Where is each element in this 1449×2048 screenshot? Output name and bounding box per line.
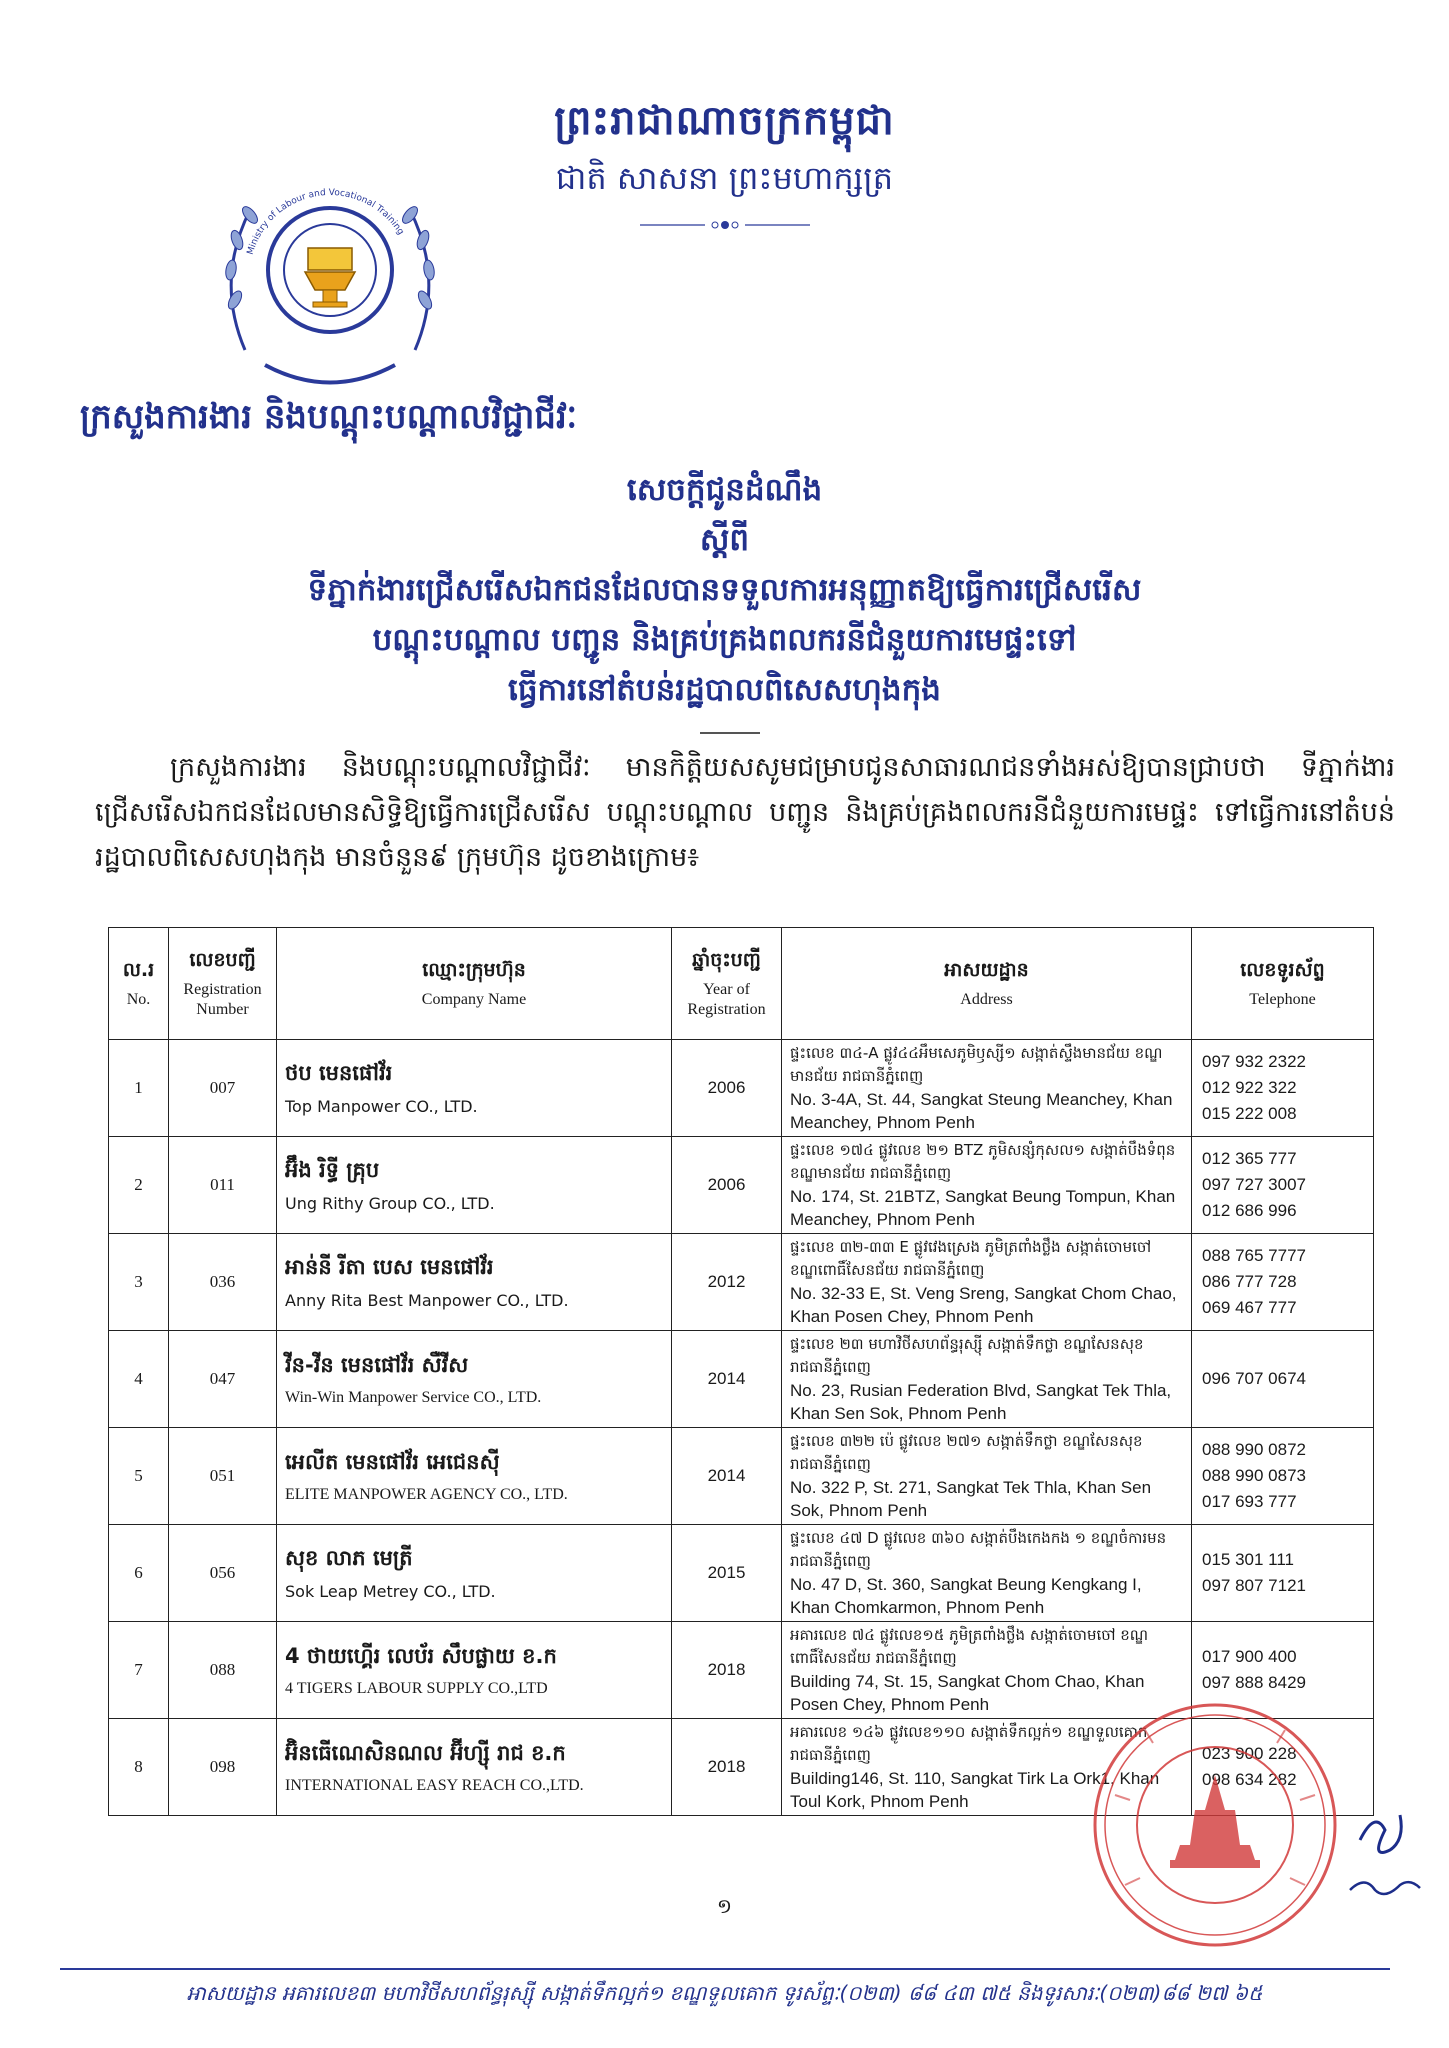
row-number: 7	[109, 1622, 169, 1719]
telephone-number: 097 932 2322	[1202, 1052, 1306, 1071]
telephone-cell	[1192, 1428, 1374, 1525]
telephone-cell	[1192, 1234, 1374, 1331]
company-name-cell	[277, 1525, 672, 1622]
company-name-cell	[277, 1719, 672, 1816]
registration-year: 2018	[672, 1719, 782, 1816]
telephone-cell	[1192, 1525, 1374, 1622]
registration-year: 2006	[672, 1040, 782, 1137]
address-en: Building 74, St. 15, Sangkat Chom Chao, Khan Posen Chey, Phnom Penh	[790, 1672, 1145, 1714]
registration-year: 2006	[672, 1137, 782, 1234]
address-kh: ផ្ទះលេខ ១៧៤ ផ្លូវលេខ ២១ BTZ ភូមិសន្សំកុសល១ សង្កាត់បឹងទំពុន ខណ្ឌមានជ័យ រាជធានីភ្នំពេញ	[790, 1141, 1176, 1182]
col-header-year: ឆ្នាំចុះបញ្ជី Year of Registration	[672, 928, 782, 1040]
kingdom-title: ព្រះរាជាណាចក្រកម្ពុជា	[554, 98, 895, 144]
company-name-kh: អ៊ិនធើណេសិនណល អ៊ីហ្ស៊ី រាជ ខ.ក	[285, 1740, 566, 1765]
telephone-number: 098 634 282	[1202, 1770, 1297, 1789]
address-en: No. 322 P, St. 271, Sangkat Tek Thla, Khan Sen Sok, Phnom Penh	[790, 1478, 1152, 1520]
company-name-kh: អាន់នី រីតា បេស មេនផៅវ័រ	[285, 1255, 494, 1279]
intro-paragraph: ក្រសួងការងារ និងបណ្តុះបណ្តាលវិជ្ជាជីវៈ មានកិត្តិយសសូមជម្រាបជូនសាធារណជនទាំងអស់ឱ្យបានជ្រាបថា ទីភ្នាក់ងារជ្រើសរើសឯកជនដែលមានសិទ្ធិឱ្យធ្វើការជ្រើសរើស បណ្តុះបណ្តាល បញ្ជូន និងគ្រប់គ្រងពលករនីជំនួយការមេផ្ទះ ទៅធ្វើការនៅតំបន់រដ្ឋបាលពិសេសហុងកុង មានចំនួន៩ ក្រុមហ៊ុន ដូចខាងក្រោម៖	[95, 752, 1395, 873]
registration-number: 047	[169, 1331, 277, 1428]
registration-number: 007	[169, 1040, 277, 1137]
ministry-name: ក្រសួងការងារ និងបណ្តុះបណ្តាលវិជ្ជាជីវៈ	[80, 397, 578, 437]
page-number: ១	[716, 1894, 733, 1918]
nation-motto: ជាតិ សាសនា ព្រះមហាក្សត្រ	[555, 159, 894, 197]
col-header-address: អាសយដ្ឋាន Address	[782, 928, 1192, 1040]
table-row	[109, 1331, 1374, 1428]
table-row	[109, 1040, 1374, 1137]
company-name-cell	[277, 1137, 672, 1234]
company-name-en: Ung Rithy Group CO., LTD.	[285, 1194, 495, 1213]
company-name-kh: 4 ថាយហ្គើរ លេប័រ សឹបផ្លាយ ខ.ក	[285, 1643, 557, 1668]
company-name-en: Sok Leap Metrey CO., LTD.	[285, 1582, 496, 1601]
telephone-cell	[1192, 1331, 1374, 1428]
registration-year: 2015	[672, 1525, 782, 1622]
company-name-kh: វីន-វីន មេនផៅវ័រ សឺវីស	[285, 1352, 469, 1377]
registration-year: 2012	[672, 1234, 782, 1331]
address-en: No. 174, St. 21BTZ, Sangkat Beung Tompun, Khan Meanchey, Phnom Penh	[790, 1187, 1176, 1229]
address-kh: ផ្ទះលេខ ៤៧ D ផ្លូវលេខ ៣៦០ សង្កាត់បឹងកេងកង ១ ខណ្ឌចំការមន រាជធានីភ្នំពេញ	[790, 1529, 1167, 1570]
telephone-cell	[1192, 1040, 1374, 1137]
company-name-en: INTERNATIONAL EASY REACH CO.,LTD.	[285, 1776, 584, 1794]
footer-address: អាសយដ្ឋាន អគារលេខ៣ មហាវិថីសហព័ន្ធរុស្ស៊ី សង្កាត់ទឹកល្អក់១ ខណ្ឌទួលគោក ទូរស័ព្ទៈ(០២៣) ៨៨ ៤៣ ៧៥ និងទូរសារៈ(០២៣)៨៨ ២៧ ៦៥	[186, 1981, 1263, 2005]
telephone-number: 088 765 7777	[1202, 1246, 1306, 1265]
ministry-logo	[205, 150, 455, 400]
telephone-number: 097 807 7121	[1202, 1576, 1306, 1595]
registration-number: 056	[169, 1525, 277, 1622]
address-kh: ផ្ទះលេខ ២៣ មហាវិថីសហព័ន្ធរុស្ស៊ី សង្កាត់ទឹកថ្លា ខណ្ឌសែនសុខ រាជធានីភ្នំពេញ	[790, 1335, 1144, 1376]
company-name-cell	[277, 1428, 672, 1525]
title-divider	[700, 732, 760, 734]
telephone-cell	[1192, 1137, 1374, 1234]
announcement-line-4: បណ្តុះបណ្តាល បញ្ជូន និងគ្រប់គ្រងពលករនីជំនួយការមេផ្ទះទៅ	[372, 622, 1077, 658]
telephone-number: 086 777 728	[1202, 1272, 1297, 1291]
table-header-row	[109, 928, 1374, 1040]
company-name-kh: អេលីត មេនផៅវ័រ អេជេនស៊ី	[285, 1449, 500, 1474]
col-header-telephone: លេខទូរស័ព្ទ Telephone	[1192, 928, 1374, 1040]
address-cell	[782, 1040, 1192, 1137]
address-en: No. 47 D, St. 360, Sangkat Beung Kengkang I, Khan Chomkarmon, Phnom Penh	[790, 1575, 1142, 1617]
telephone-number: 096 707 0674	[1202, 1369, 1306, 1388]
address-en: Building146, St. 110, Sangkat Tirk La Ork1, Khan Toul Kork, Phnom Penh	[790, 1769, 1160, 1811]
address-cell	[782, 1331, 1192, 1428]
telephone-number: 012 922 322	[1202, 1078, 1297, 1097]
address-en: No. 23, Rusian Federation Blvd, Sangkat Tek Thla, Khan Sen Sok, Phnom Penh	[790, 1381, 1172, 1423]
registration-number: 011	[169, 1137, 277, 1234]
telephone-number: 015 222 008	[1202, 1104, 1297, 1123]
telephone-number: 069 467 777	[1202, 1298, 1297, 1317]
registration-number: 098	[169, 1719, 277, 1816]
company-name-cell	[277, 1622, 672, 1719]
registration-year: 2014	[672, 1331, 782, 1428]
telephone-number: 088 990 0872	[1202, 1440, 1306, 1459]
announcement-line-1: សេចក្តីជូនដំណឹង	[626, 472, 823, 508]
telephone-number: 097 727 3007	[1202, 1175, 1306, 1194]
registration-year: 2018	[672, 1622, 782, 1719]
telephone-number: 017 693 777	[1202, 1492, 1297, 1511]
col-header-registration: លេខបញ្ជី Registration Number	[169, 928, 277, 1040]
company-name-en: Win-Win Manpower Service CO., LTD.	[285, 1388, 542, 1406]
address-kh: ផ្ទះលេខ ៣៤-A ផ្លូវ៤៤អឹមសេភូមិឫស្សី១ សង្កាត់ស្ទឹងមានជ័យ ខណ្ឌមានជ័យ រាជធានីភ្នំពេញ	[790, 1044, 1163, 1085]
company-name-cell	[277, 1331, 672, 1428]
company-name-cell	[277, 1040, 672, 1137]
address-kh: ផ្ទះលេខ ៣២២ ប៉េ ផ្លូវលេខ ២៧១ សង្កាត់ទឹកថ្លា ខណ្ឌសែនសុខ រាជធានីភ្នំពេញ	[790, 1432, 1143, 1473]
announcement-line-3: ទីភ្នាក់ងារជ្រើសរើសឯកជនដែលបានទទួលការអនុញ្ញាតឱ្យធ្វើការជ្រើសរើស	[307, 572, 1142, 608]
telephone-number: 015 301 111	[1202, 1550, 1295, 1569]
announcement-line-2: ស្តីពី	[699, 522, 750, 558]
companies-table	[108, 927, 1374, 1816]
table-row	[109, 1525, 1374, 1622]
table-row	[109, 1234, 1374, 1331]
telephone-number: 012 686 996	[1202, 1201, 1297, 1220]
company-name-cell	[277, 1234, 672, 1331]
address-en: No. 3-4A, St. 44, Sangkat Steung Meanchey, Khan Meanchey, Phnom Penh	[790, 1090, 1173, 1132]
registration-number: 088	[169, 1622, 277, 1719]
company-name-kh: សុខ លាភ មេត្រី	[285, 1546, 413, 1570]
company-name-en: Top Manpower CO., LTD.	[285, 1097, 478, 1116]
address-kh: អគារលេខ ១៤៦ ផ្លូវលេខ១១០ សង្កាត់ទឹកល្អក់១ ខណ្ឌទួលគោក រាជធានីភ្នំពេញ	[790, 1723, 1148, 1764]
telephone-number: 012 365 777	[1202, 1149, 1297, 1168]
address-cell	[782, 1525, 1192, 1622]
registration-number: 051	[169, 1428, 277, 1525]
row-number: 3	[109, 1234, 169, 1331]
company-name-kh: អ៊ឹង រិទ្ធី គ្រុប	[285, 1158, 380, 1182]
ornament-divider	[640, 218, 810, 232]
row-number: 8	[109, 1719, 169, 1816]
address-cell	[782, 1137, 1192, 1234]
address-en: No. 32-33 E, St. Veng Sreng, Sangkat Chom Chao, Khan Posen Chey, Phnom Penh	[790, 1284, 1177, 1326]
table-row	[109, 1137, 1374, 1234]
address-kh: ផ្ទះលេខ ៣២-៣៣ E ផ្លូវវេងស្រេង ភូមិត្រពាំងថ្លឹង សង្កាត់ចោមចៅ ខណ្ឌពោធិ៍សែនជ័យ រាជធានីភ្នំពេញ	[790, 1238, 1152, 1279]
address-kh: អគារលេខ ៧៤ ផ្លូវលេខ១៥ ភូមិត្រពាំងថ្លឹង សង្កាត់ចោមចៅ ខណ្ឌពោធិ៍សែនជ័យ រាជធានីភ្នំពេញ	[790, 1626, 1149, 1667]
announcement-line-5: ធ្វើការនៅតំបន់រដ្ឋបាលពិសេសហុងកុង	[508, 672, 941, 708]
table-row	[109, 1428, 1374, 1525]
col-header-company: ឈ្មោះក្រុមហ៊ុន Company Name	[277, 928, 672, 1040]
row-number: 4	[109, 1331, 169, 1428]
telephone-number: 017 900 400	[1202, 1647, 1297, 1666]
footer-divider	[60, 1968, 1390, 1970]
company-name-en: ELITE MANPOWER AGENCY CO., LTD.	[285, 1485, 568, 1503]
registration-year: 2014	[672, 1428, 782, 1525]
row-number: 5	[109, 1428, 169, 1525]
logo-text: Ministry of Labour and Vocational Training	[245, 187, 406, 257]
row-number: 1	[109, 1040, 169, 1137]
announcement-title	[0, 465, 1449, 715]
telephone-number: 088 990 0873	[1202, 1466, 1306, 1485]
address-cell	[782, 1234, 1192, 1331]
row-number: 6	[109, 1525, 169, 1622]
registration-number: 036	[169, 1234, 277, 1331]
company-name-kh: ថប មេនផៅវ័រ	[285, 1061, 393, 1085]
company-name-en: 4 TIGERS LABOUR SUPPLY CO.,LTD	[285, 1679, 548, 1697]
row-number: 2	[109, 1137, 169, 1234]
telephone-number: 097 888 8429	[1202, 1673, 1306, 1692]
telephone-number: 023 900 228	[1202, 1744, 1297, 1763]
company-name-en: Anny Rita Best Manpower CO., LTD.	[285, 1291, 569, 1310]
address-cell	[782, 1428, 1192, 1525]
col-header-no: ល.រ No.	[109, 928, 169, 1040]
